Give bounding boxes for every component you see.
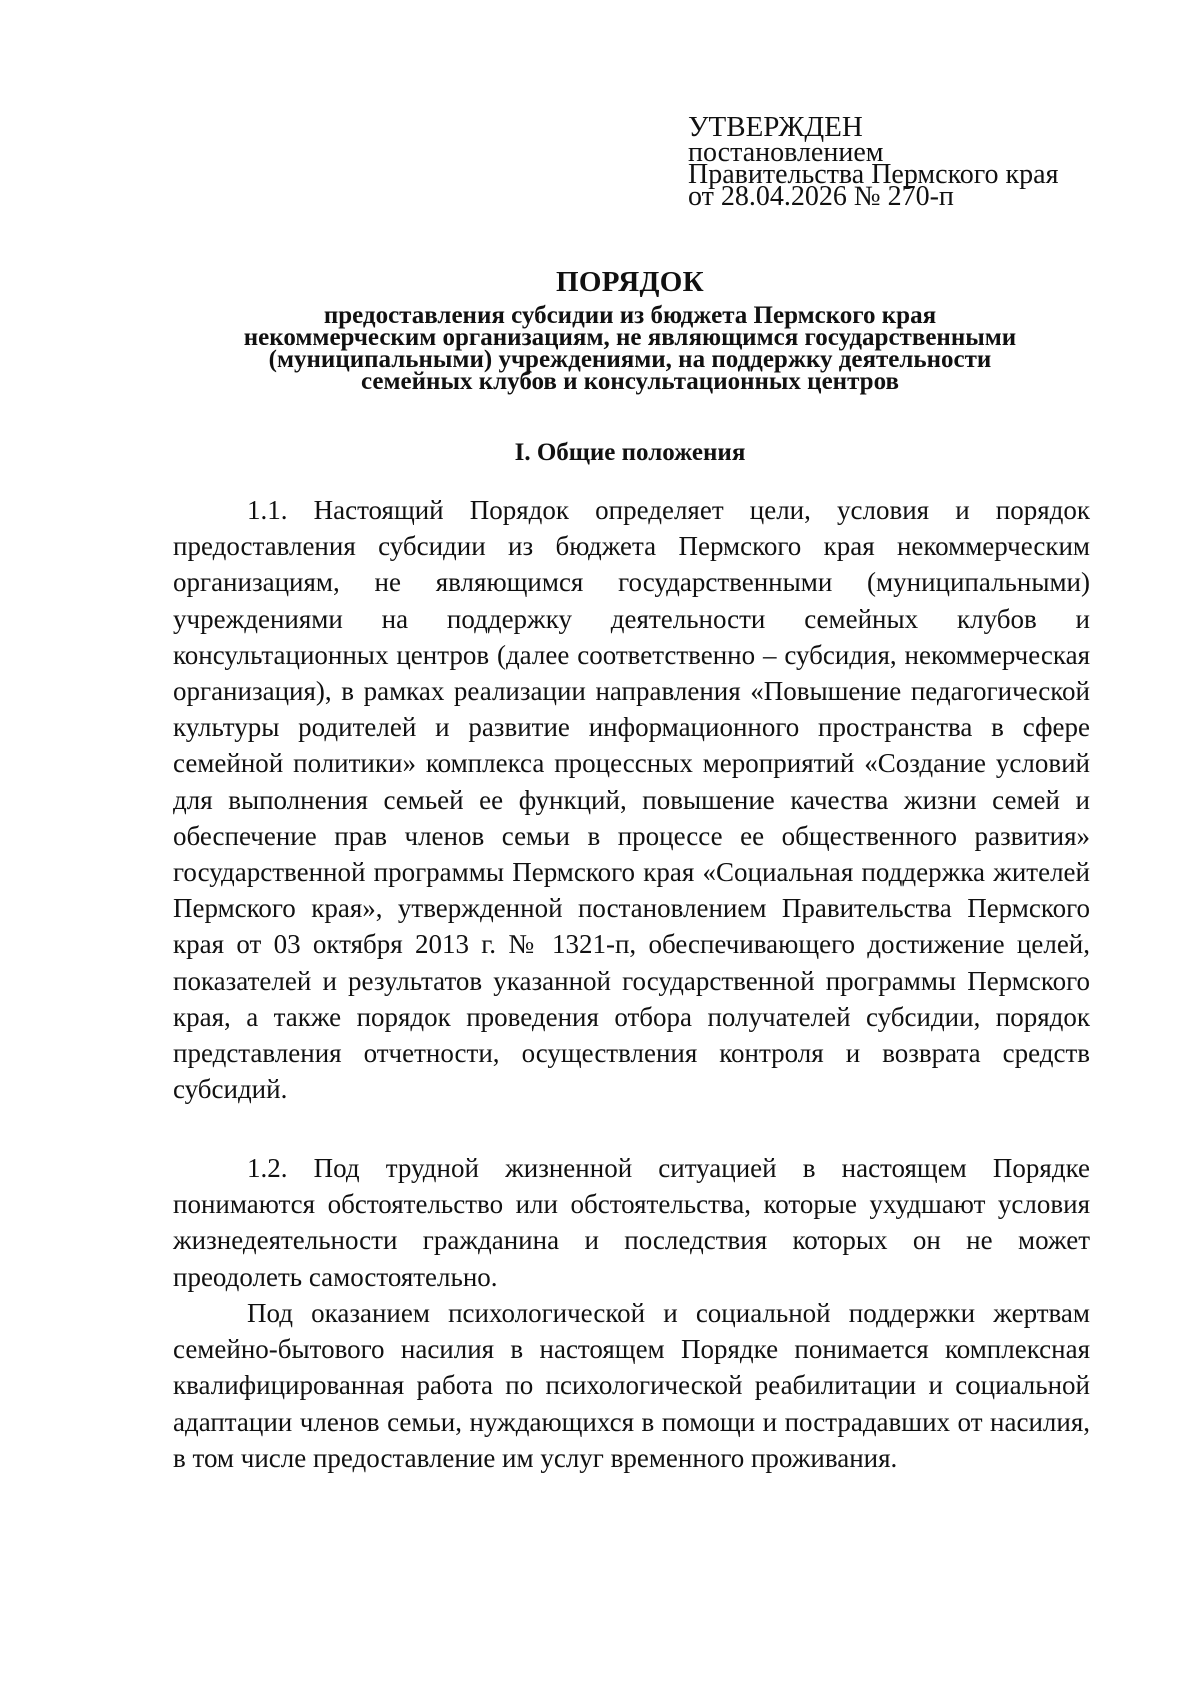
document-subtitle — [160, 302, 1100, 395]
paragraph-1-2: 1.2. Под трудной жизненной ситуацией в настоящем Порядке понимаются обстоятельство или обстоятельства, которые ухудшают условия жизнедеятельности гражданина и последствия которых он не может преодолеть самостоятельно. — [173, 1153, 1090, 1292]
subtitle-line: некоммерческим организациям, не являющимся государственными — [243, 324, 1017, 351]
paragraph-definition: Под оказанием психологической и социальной поддержки жертвам семейно-бытового насилия в настоящем Порядке понимается комплексная квалифицированная работа по психологической реабилитации и социальной адаптации членов семьи, нуждающихся в помощи и пострадавших от насилия, в том числе предоставление им услуг временного проживания. — [173, 1298, 1090, 1473]
approval-line: Правительства Пермского края — [688, 159, 1059, 190]
subtitle-line: семейных клубов и консультационных центров — [361, 368, 899, 395]
subtitle-line: (муниципальными) учреждениями, на поддержку деятельности — [268, 346, 992, 373]
paragraph-1-1: 1.1. Настоящий Порядок определяет цели, условия и порядок предоставления субсидии из бюджета Пермского края некоммерческим организациям, не являющимся государственными (муниципальными) учреждениями на поддержку деятельности семейных клубов и консультационных центров (далее соответственно – субсидия, некоммерческая организация), в рамках реализации направления «Повышение педагогической культуры родителей и развитие информационного пространства в сфере семейной политики» комплекса процессных мероприятий «Создание условий для выполнения семьей ее функций, повышение качества жизни семей и обеспечение прав членов семьи в процессе ее общественного развития» государственной программы Пермского края «Социальная поддержка жителей Пермского края», утвержденной постановлением Правительства Пермского края от 03 октября 2013 г. № 1321-п, обеспечивающего достижение целей, показателей и результатов указанной государственной программы Пермского края, а также порядок проведения отбора получателей субсидии, порядок представления отчетности, осуществления контроля и возврата средств субсидий. — [173, 495, 1090, 1105]
subtitle-line: предоставления субсидии из бюджета Пермского края — [323, 302, 937, 329]
approval-heading: УТВЕРЖДЕН — [688, 111, 863, 143]
section-title: I. Общие положения — [514, 439, 746, 466]
approval-date-number: от 28.04.2026 № 270-п — [688, 181, 954, 212]
approval-stamp — [688, 111, 1108, 212]
approval-line: постановлением — [688, 137, 884, 168]
document-title: ПОРЯДОК — [556, 266, 704, 298]
